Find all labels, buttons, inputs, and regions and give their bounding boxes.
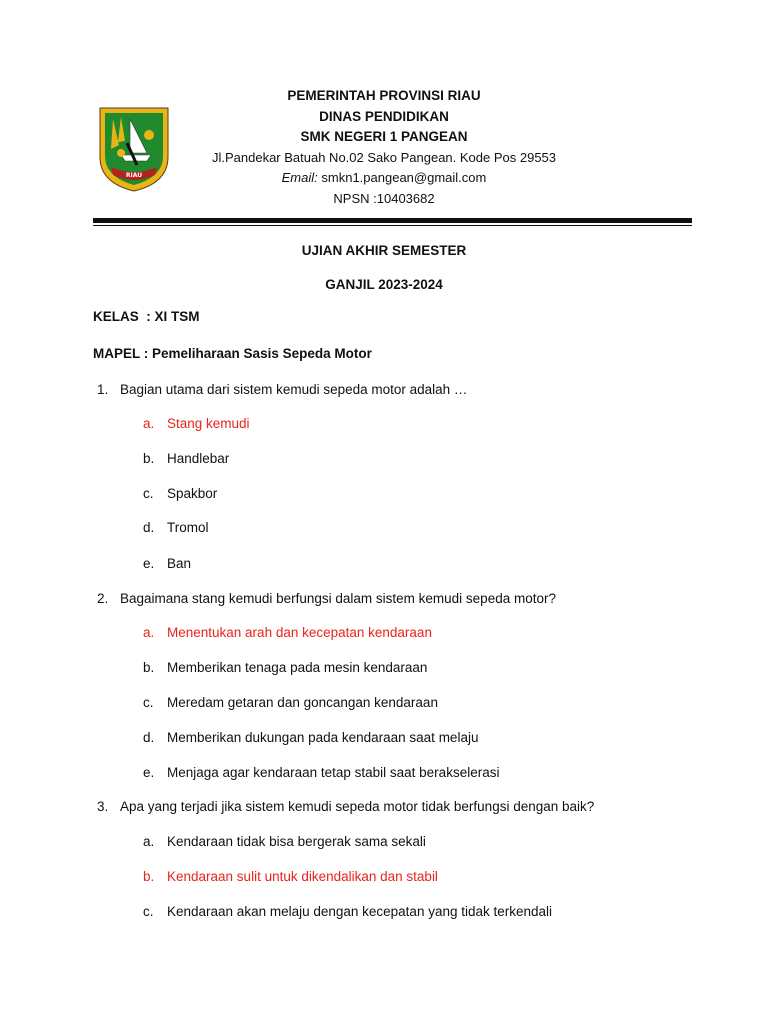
option-text: Menjaga agar kendaraan tetap stabil saat berakselerasi xyxy=(167,765,500,780)
option-letter: d. xyxy=(143,520,155,535)
option-text: Meredam getaran dan goncangan kendaraan xyxy=(167,695,438,710)
q1-option-e xyxy=(143,556,191,571)
q2-option-d xyxy=(143,730,478,745)
exam-period: GANJIL 2023-2024 xyxy=(325,277,443,292)
question-number: 2. xyxy=(97,591,109,606)
option-letter: e. xyxy=(143,765,155,780)
option-text: Ban xyxy=(167,556,192,571)
question-text: Bagaimana stang kemudi berfungsi dalam sistem kemudi sepeda motor? xyxy=(120,591,556,606)
header-agency-line: DINAS PENDIDIKAN xyxy=(319,108,449,124)
header-npsn: NPSN :10403682 xyxy=(333,190,435,206)
option-text: Handlebar xyxy=(167,451,230,466)
letterhead-divider-thick xyxy=(93,218,692,223)
question-1 xyxy=(97,382,467,397)
q1-option-d xyxy=(143,520,209,535)
option-letter: c. xyxy=(143,904,154,919)
email-label: Email: xyxy=(281,170,318,185)
option-letter: d. xyxy=(143,730,155,745)
question-number: 3. xyxy=(97,799,109,814)
question-2 xyxy=(97,591,556,606)
q1-option-b xyxy=(143,451,229,466)
option-letter: b. xyxy=(143,869,155,884)
q2-option-a xyxy=(143,625,432,640)
option-text: Kendaraan sulit untuk dikendalikan dan stabil xyxy=(167,869,438,884)
option-text: Kendaraan akan melaju dengan kecepatan yang tidak terkendali xyxy=(167,904,553,919)
question-text: Bagian utama dari sistem kemudi sepeda motor adalah … xyxy=(120,382,468,397)
option-text: Stang kemudi xyxy=(167,416,250,431)
option-text: Menentukan arah dan kecepatan kendaraan xyxy=(167,625,432,640)
option-letter: c. xyxy=(143,695,154,710)
subject-label: MAPEL : Pemeliharaan Sasis Sepeda Motor xyxy=(93,346,372,361)
header-school-name: SMK NEGERI 1 PANGEAN xyxy=(300,129,468,144)
q3-option-c xyxy=(143,904,552,919)
q3-option-b xyxy=(143,869,438,884)
header-email xyxy=(0,168,768,189)
exam-title: UJIAN AKHIR SEMESTER xyxy=(301,243,467,258)
option-letter: b. xyxy=(143,451,155,466)
q2-option-e xyxy=(143,765,499,780)
q1-option-c xyxy=(143,486,217,501)
option-letter: a. xyxy=(143,625,155,640)
header-address: Jl.Pandekar Batuah No.02 Sako Pangean. Kode Pos 29553 xyxy=(211,149,557,165)
emblem-banner-text: RIAU xyxy=(125,172,143,179)
option-text: Tromol xyxy=(167,520,209,535)
question-text: Apa yang terjadi jika sistem kemudi sepeda motor tidak berfungsi dengan baik? xyxy=(120,799,595,814)
letterhead-divider-thin xyxy=(93,225,692,226)
option-text: Memberikan dukungan pada kendaraan saat melaju xyxy=(167,730,479,745)
option-text: Spakbor xyxy=(167,486,218,501)
question-number: 1. xyxy=(97,382,109,397)
class-label: KELAS : XI TSM xyxy=(93,309,200,324)
option-letter: c. xyxy=(143,486,154,501)
letterhead xyxy=(0,86,768,209)
option-text: Kendaraan tidak bisa bergerak sama sekali xyxy=(167,834,426,849)
option-letter: b. xyxy=(143,660,155,675)
question-3 xyxy=(97,799,594,814)
option-letter: e. xyxy=(143,556,155,571)
header-government-line: PEMERINTAH PROVINSI RIAU xyxy=(287,88,481,103)
email-value: smkn1.pangean@gmail.com xyxy=(321,170,487,185)
q1-option-a xyxy=(143,416,250,431)
option-letter: a. xyxy=(143,834,155,849)
q2-option-c xyxy=(143,695,438,710)
option-text: Memberikan tenaga pada mesin kendaraan xyxy=(167,660,428,675)
option-letter: a. xyxy=(143,416,155,431)
q2-option-b xyxy=(143,660,427,675)
q3-option-a xyxy=(143,834,426,849)
